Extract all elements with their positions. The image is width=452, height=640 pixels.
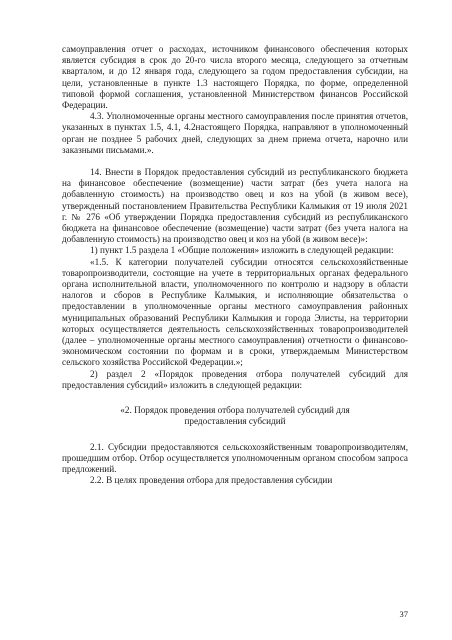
spacer [62, 428, 408, 442]
section-heading-line-2: предоставления субсидий [184, 416, 286, 427]
paragraph-4-3: 4.3. Уполномоченные органы местного самоуправления после принятия отчетов, указанных в пунктах 1.5, 4.1, 4.2настоящего Порядка, направляют в уполномоченный орган не позднее 5 рабочих дней, следующих за днем приема отчета, нарочно или заказными письмами.». [62, 111, 408, 155]
page-number: 37 [399, 609, 408, 619]
paragraph-1-5: «1.5. К категории получателей субсидии относятся сельскохозяйственные товаропроизводители, состоящие на учете в территориальных органах федерального органа исполнительной власти, уполномоченного по контролю и надзору в области налогов и сборов в Республике Калмыкия, и исполняющие обязательства о предоставлении в уполномоченные органы местного самоуправления районных муниципальных образований Республики Калмыкия и города Элисты, на территории которых осуществляется деятельность сельскохозяйственных товаропроизводителей (далее – уполномоченные органы местного самоуправления) отчетности о финансово-экономическом состоянии по формам и в сроки, утверждаемым Министерством сельского хозяйства Российской Федерации.»; [62, 256, 408, 368]
spacer [62, 156, 408, 167]
paragraph-2-1: 2.1. Субсидии предоставляются сельскохозяйственным товаропроизводителям, прошедшим отбор. Отбор осуществляется уполномоченным органом способом запроса предложений. [62, 441, 408, 474]
spacer [62, 391, 408, 405]
paragraph-item-2: 2) раздел 2 «Порядок проведения отбора получателей субсидий для предоставления субсидий» изложить в следующей редакции: [62, 368, 408, 390]
paragraph-item-1: 1) пункт 1.5 раздела 1 «Общие положения» изложить в следующей редакции: [90, 245, 394, 256]
paragraph-14: 14. Внести в Порядок предоставления субсидий из республиканского бюджета на финансовое обеспечение (возмещение) части затрат (без учета налога на добавленную стоимость) на производство овец и коз на убой (в живом весе), утвержденный постановлением Правительства Республики Калмыкия от 19 июля 2021 г. № 276 «Об утверждении Порядка предоставления субсидий из республиканского бюджета на финансовое обеспечение (возмещение) части затрат (без учета налога на добавленную стоимость) на производство овец и коз на убой (в живом весе)»: [62, 167, 408, 245]
paragraph-report-expenses: самоуправления отчет о расходах, источником финансового обеспечения которых является субсидия в срок до 20-го числа второго месяца, следующего за отчетным кварталом, и до 12 января года, следующего за годом предоставления субсидии, на цели, установленные в пункте 1.3 настоящего Порядка, по форме, определенной типовой формой соглашения, установленной Министерством финансов Российской Федерации. [62, 44, 408, 111]
section-heading-line-1: «2. Порядок проведения отбора получателей субсидий для [120, 405, 350, 416]
paragraph-2-2: 2.2. В целях проведения отбора для предоставления субсидии [90, 475, 333, 486]
